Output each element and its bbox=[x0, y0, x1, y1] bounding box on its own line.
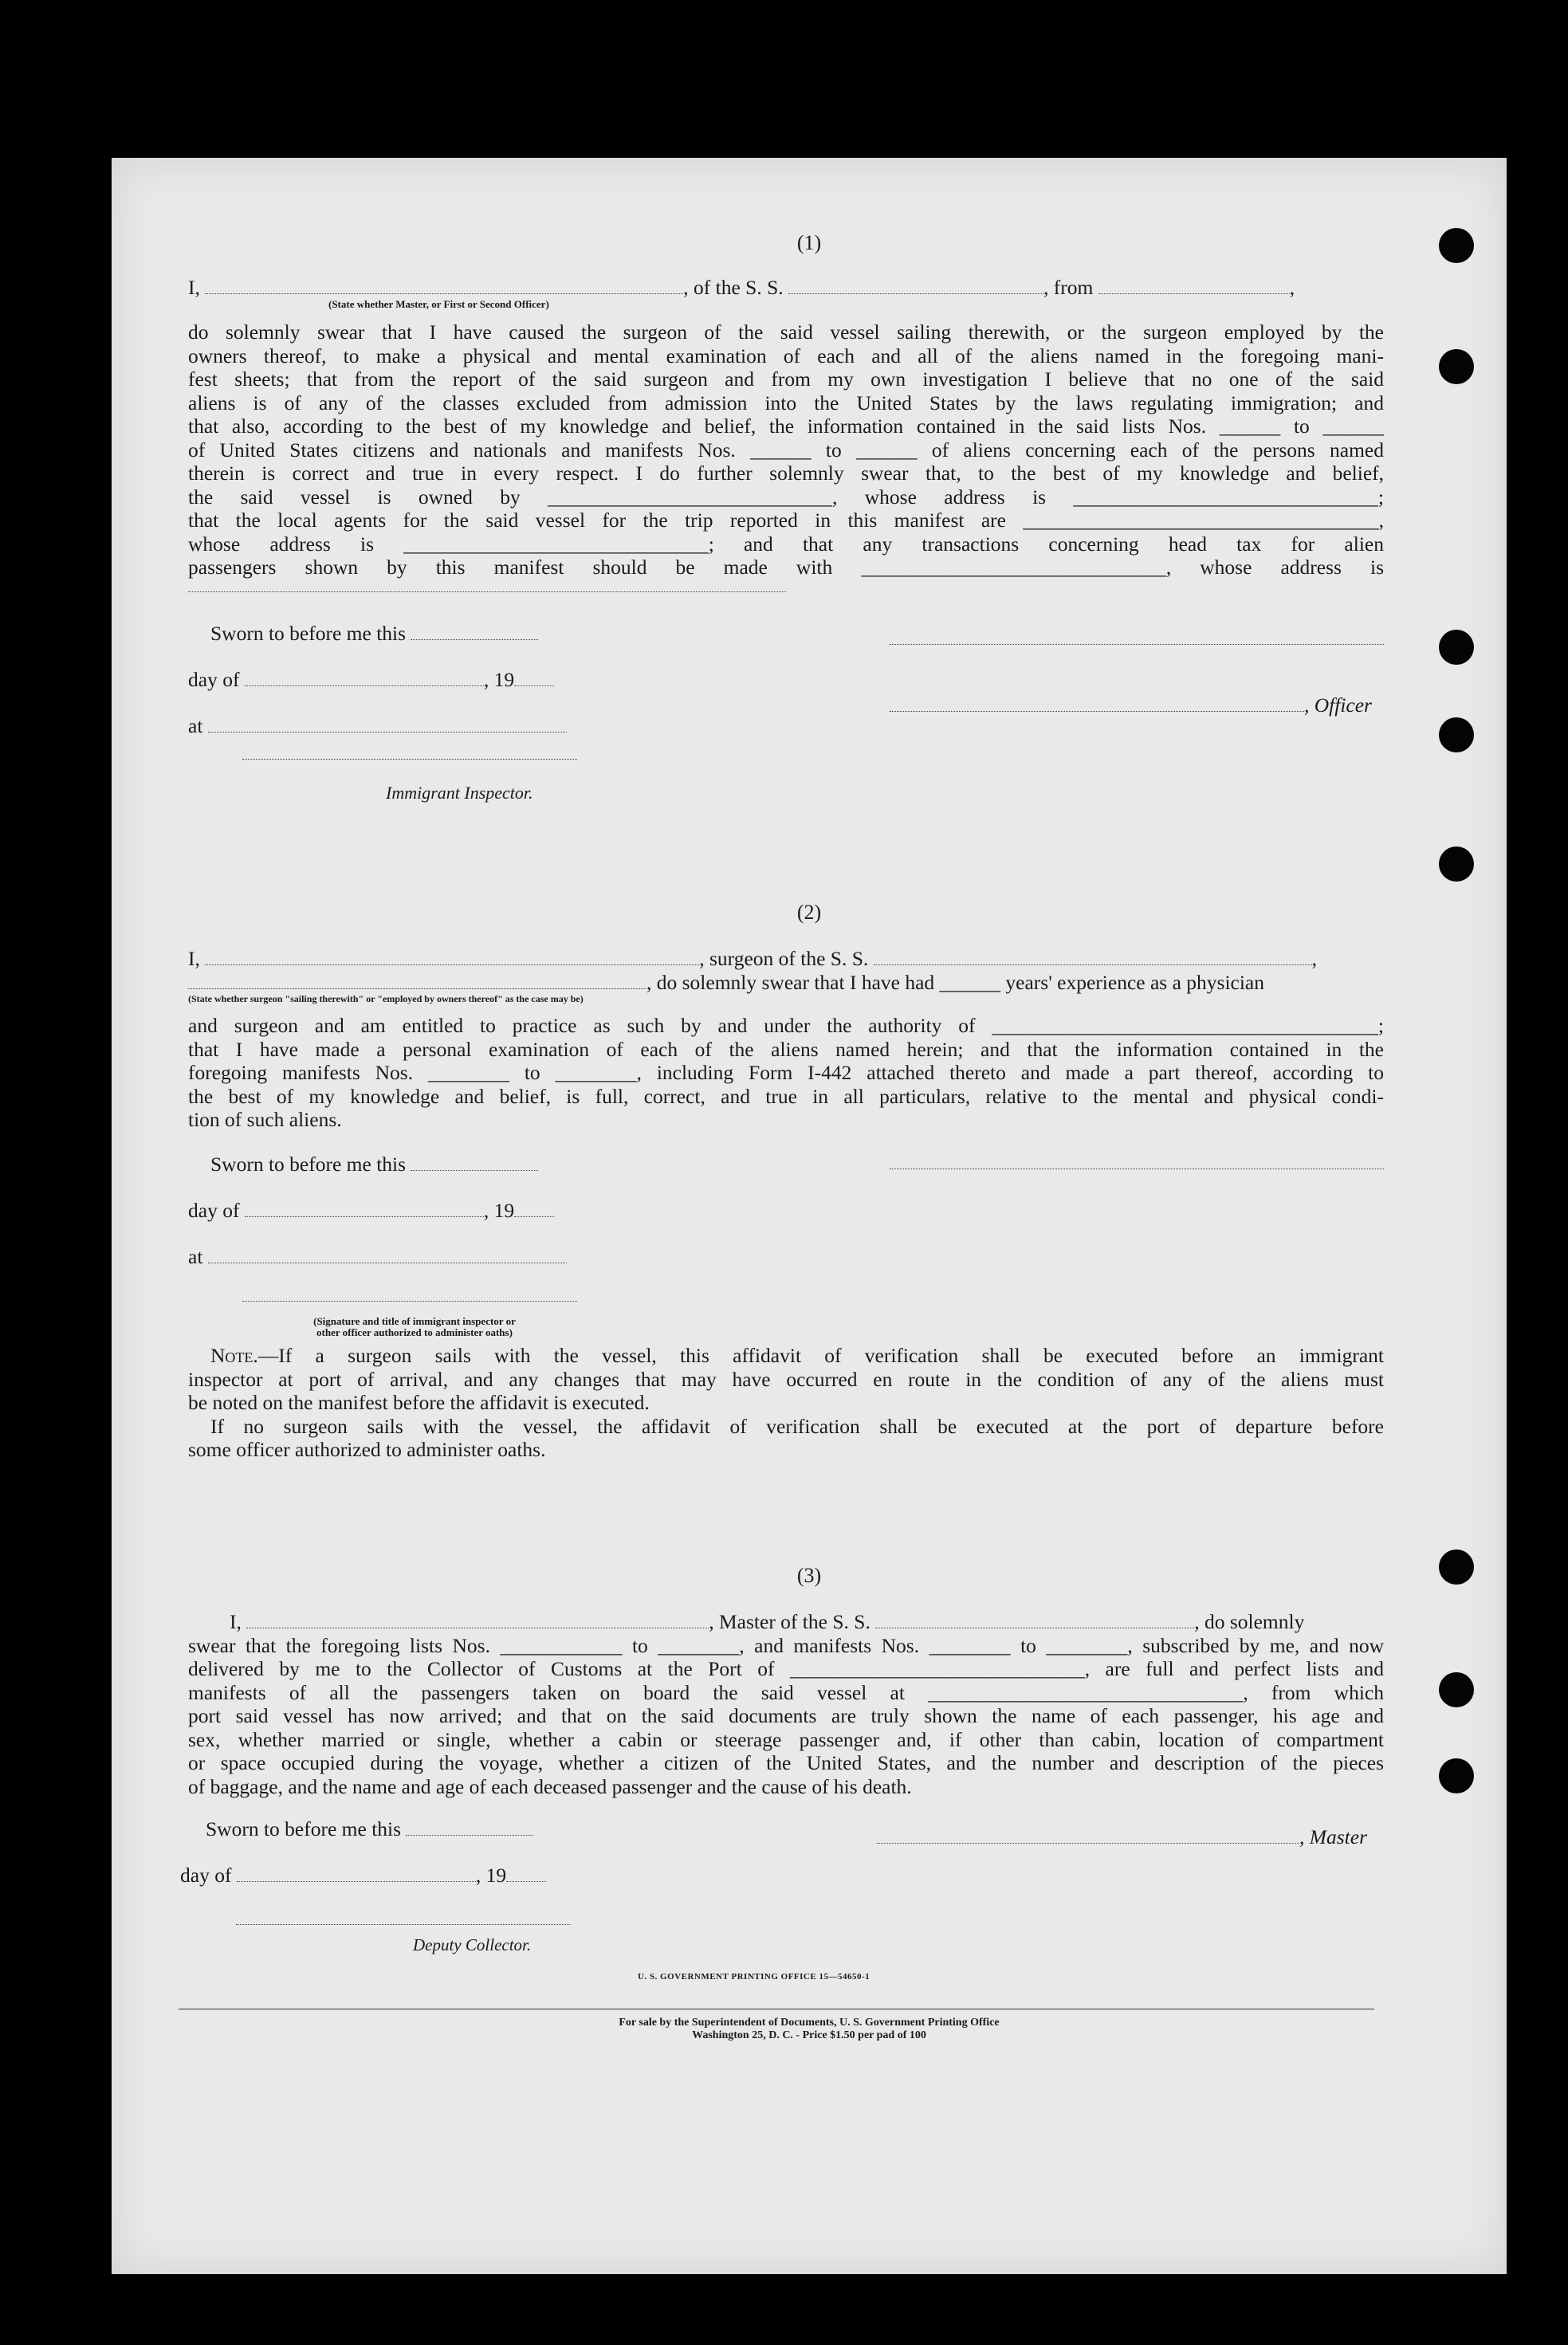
surgeon-status-note: (State whether surgeon "sailing therewith" or "employed by owners thereof" as the case may be) bbox=[188, 993, 584, 1004]
sale-notice-1: For sale by the Superintendent of Documents, U. S. Government Printing Office bbox=[619, 2017, 1000, 2029]
master-vessel-field[interactable] bbox=[875, 1610, 1194, 1628]
s2-line: tion of such aliens. bbox=[188, 1108, 342, 1131]
s3-day-of bbox=[180, 1864, 546, 1887]
sworn-day-field[interactable] bbox=[411, 1153, 538, 1171]
s1-line: whose address is ______________________________; and that any transactions concerning head tax for alien bbox=[188, 532, 1384, 556]
text: Sworn to before me this bbox=[206, 1817, 402, 1840]
s3-line: port said vessel has now arrived; and that on the said documents are truly shown the name of each passenger, his age and bbox=[188, 1704, 1384, 1727]
sworn-year-field[interactable] bbox=[514, 1199, 554, 1217]
binder-hole bbox=[1439, 1672, 1474, 1707]
s3-line: manifests of all the passengers taken on board the said vessel at _______________________________, from which bbox=[188, 1680, 1384, 1704]
note-line: inspector at port of arrival, and any changes that may have occurred en route in the condition of any of the aliens must bbox=[188, 1367, 1384, 1391]
text: I, bbox=[230, 1610, 242, 1633]
s1-line: the said vessel is owned by ____________________________, whose address is ______________________________; bbox=[188, 485, 1384, 509]
s1-line: that also, according to the best of my knowledge and belief, the information contained in the said lists Nos. ______ to ______ bbox=[188, 414, 1384, 438]
section-3-number: (3) bbox=[796, 1564, 822, 1587]
sworn-month-field[interactable] bbox=[245, 1199, 484, 1217]
vessel-name-field[interactable] bbox=[788, 276, 1043, 294]
s1-officer bbox=[890, 693, 1372, 717]
s1-line: of United States citizens and nationals and manifests Nos. ______ to ______ of aliens concerning each of the persons named bbox=[188, 438, 1384, 462]
s1-day-of bbox=[188, 668, 554, 692]
s3-line: of baggage, and the name and age of each deceased passenger and the cause of his death. bbox=[188, 1774, 912, 1798]
note-line bbox=[210, 1344, 1384, 1368]
immigrant-inspector-label: Immigrant Inspector. bbox=[386, 783, 533, 803]
s2-line: and surgeon and am entitled to practice as such by and under the authority of ______________________________________; bbox=[188, 1014, 1384, 1037]
surgeon-name-field[interactable] bbox=[205, 947, 699, 965]
sworn-month-field[interactable] bbox=[245, 668, 484, 686]
s3-line: sex, whether married or single, whether a cabin or steerage passenger and, if other than cabin, location of compartment bbox=[188, 1727, 1384, 1751]
text: , do solemnly bbox=[1194, 1610, 1305, 1633]
collector-signature-line[interactable] bbox=[236, 1924, 571, 1925]
text: , 19 bbox=[483, 668, 515, 691]
sworn-place-field[interactable] bbox=[208, 714, 567, 733]
officer-title-note: (State whether Master, or First or Second Officer) bbox=[328, 298, 549, 310]
binder-hole bbox=[1439, 1758, 1474, 1793]
master-signature-field[interactable] bbox=[877, 1825, 1299, 1844]
form-page bbox=[112, 158, 1507, 2274]
deputy-collector-label: Deputy Collector. bbox=[413, 1935, 532, 1954]
section-1-number: (1) bbox=[796, 231, 822, 254]
text: , from bbox=[1043, 276, 1094, 299]
s2-day-of bbox=[188, 1199, 554, 1223]
s3-line: delivered by me to the Collector of Customs at the Port of _____________________________, are full and perfect lists and bbox=[188, 1657, 1384, 1680]
text: at bbox=[188, 714, 203, 737]
s2-sworn bbox=[210, 1153, 538, 1176]
text: I, bbox=[188, 947, 200, 970]
signature-note-2: other officer authorized to administer oaths) bbox=[316, 1326, 513, 1338]
s2-line: the best of my knowledge and belief, is full, correct, and true in all particulars, relative to the mental and physical condi- bbox=[188, 1084, 1384, 1108]
text: , of the S. S. bbox=[683, 276, 784, 299]
note-line: be noted on the manifest before the affidavit is executed. bbox=[188, 1391, 650, 1414]
sworn-year-field[interactable] bbox=[506, 1864, 546, 1882]
text: Sworn to before me this bbox=[210, 1153, 407, 1176]
administering-officer-signature-line[interactable] bbox=[242, 1301, 577, 1302]
s1-line: passengers shown by this manifest should be made with ______________________________, whose address is bbox=[188, 556, 1384, 579]
text: , surgeon of the S. S. bbox=[699, 947, 869, 970]
surgeon-status-field[interactable] bbox=[188, 971, 646, 989]
text: I, bbox=[188, 276, 200, 299]
s1-sworn bbox=[210, 622, 538, 646]
inspector-signature-line[interactable] bbox=[242, 759, 577, 760]
note-line: some officer authorized to administer oaths. bbox=[188, 1438, 546, 1461]
s3-line: or space occupied during the voyage, whether a citizen of the United States, and the number and description of the pieces bbox=[188, 1751, 1384, 1774]
note-line: If no surgeon sails with the vessel, the affidavit of verification shall be executed at the port of departure before bbox=[210, 1414, 1384, 1438]
section-2-opening: I, , surgeon of the S. S. , bbox=[188, 947, 1318, 970]
binder-hole bbox=[1439, 349, 1474, 384]
s1-line: fest sheets; that from the report of the said surgeon and from my own investigation I believe that no one of the said bbox=[188, 367, 1384, 391]
text: day of bbox=[188, 1199, 240, 1222]
s1-line: aliens is of any of the classes excluded from admission into the United States by the laws regulating immigration; and bbox=[188, 391, 1384, 414]
text: , do solemnly swear that I have had ______ years' experience as a physician bbox=[646, 971, 1264, 994]
sworn-month-field[interactable] bbox=[237, 1864, 476, 1882]
binder-hole bbox=[1439, 630, 1474, 665]
text: , 19 bbox=[475, 1864, 507, 1887]
gpo-imprint: U. S. GOVERNMENT PRINTING OFFICE 15—54650-1 bbox=[638, 1972, 870, 1982]
signature-note-1: (Signature and title of immigrant inspector or bbox=[313, 1315, 516, 1327]
text: , Officer bbox=[1304, 693, 1372, 717]
binder-hole bbox=[1439, 846, 1474, 882]
sale-notice-2: Washington 25, D. C. - Price $1.50 per pad of 100 bbox=[692, 2029, 926, 2041]
text: , Master of the S. S. bbox=[709, 1610, 870, 1633]
officer-title-field[interactable] bbox=[205, 276, 683, 294]
s3-sworn bbox=[206, 1817, 533, 1841]
sworn-day-field[interactable] bbox=[406, 1817, 533, 1836]
text: day of bbox=[188, 668, 240, 691]
section-3-opening bbox=[230, 1610, 1304, 1634]
s1-line: that the local agents for the said vessel for the trip reported in this manifest are ___________________________________, bbox=[188, 509, 1384, 532]
section-2-number: (2) bbox=[796, 901, 822, 924]
text: at bbox=[188, 1245, 203, 1268]
section-1-opening: I, , of the S. S. , from , bbox=[188, 276, 1295, 299]
s1-line: do solemnly swear that I have caused the surgeon of the said vessel sailing therewith, or the surgeon employed by the bbox=[188, 320, 1384, 344]
s2-at bbox=[188, 1245, 567, 1269]
surgeon-vessel-field[interactable] bbox=[874, 947, 1312, 965]
s1-line: owners thereof, to make a physical and mental examination of each and all of the aliens named in the foregoing mani- bbox=[188, 344, 1384, 367]
s1-at bbox=[188, 714, 567, 738]
text: , 19 bbox=[483, 1199, 515, 1222]
s2-line: that I have made a personal examination of each of the aliens named herein; and that the information contained in the bbox=[188, 1037, 1384, 1061]
officer-signature-line[interactable] bbox=[890, 644, 1384, 645]
binder-hole bbox=[1439, 717, 1474, 752]
text: —If a surgeon sails with the vessel, this affidavit of verification shall be executed before an immigrant bbox=[257, 1344, 1384, 1367]
note-label: Note. bbox=[210, 1344, 258, 1367]
master-name-field[interactable] bbox=[246, 1610, 709, 1628]
s2-line2 bbox=[188, 971, 1264, 995]
officer-name-field[interactable] bbox=[890, 693, 1304, 712]
text: day of bbox=[180, 1864, 232, 1887]
head-tax-address-field[interactable] bbox=[188, 591, 786, 592]
s1-line: therein is correct and true in every respect. I do further solemnly swear that, to the best of my knowledge and belief, bbox=[188, 462, 1384, 485]
s3-master bbox=[877, 1825, 1367, 1849]
text: , Master bbox=[1299, 1825, 1367, 1848]
s2-line: foregoing manifests Nos. ________ to ________, including Form I-442 attached thereto and made a part thereof, according to bbox=[188, 1061, 1384, 1084]
s3-line: swear that the foregoing lists Nos. ____________ to ________, and manifests Nos. ________ to ________, subscribed by me, and now bbox=[188, 1633, 1384, 1657]
sworn-year-field[interactable] bbox=[514, 668, 554, 686]
sworn-day-field[interactable] bbox=[411, 622, 538, 640]
text: Sworn to before me this bbox=[210, 622, 407, 645]
sworn-place-field[interactable] bbox=[208, 1245, 567, 1263]
from-port-field[interactable] bbox=[1098, 276, 1290, 294]
